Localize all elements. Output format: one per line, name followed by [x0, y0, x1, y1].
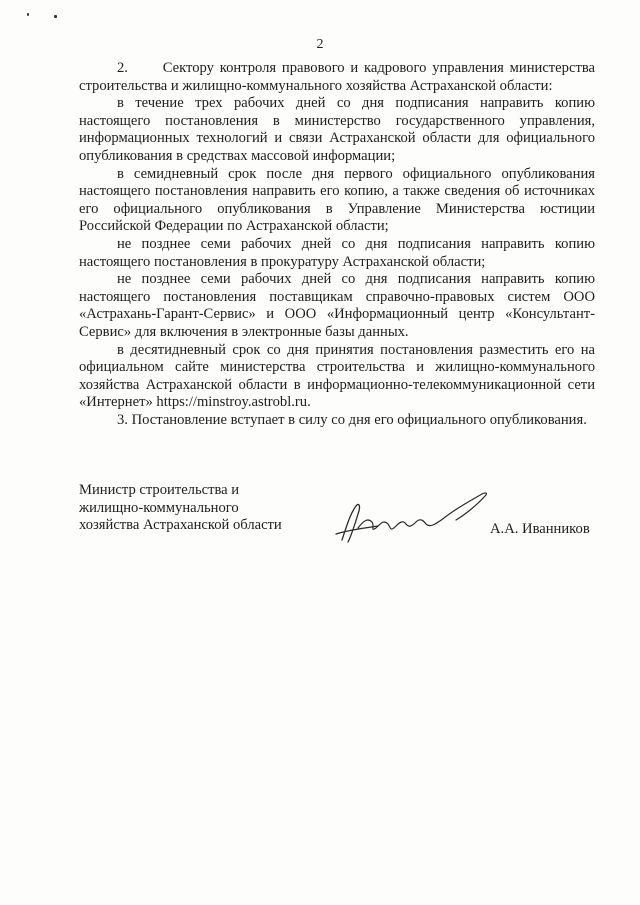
paragraph-sub-website: в десятидневный срок со дня принятия постановления разместить его на официальном сайте министерства строительства и жилищно-коммунального хозяйства Астраханской области в информационно-телекоммуникационной сети «Интернет» https://minstroy.astrobl.ru.: [79, 341, 595, 411]
scan-speck: [27, 13, 29, 16]
paragraph-sub-ministry-justice: в семидневный срок после дня первого официального опубликования настоящего постановления направить его копию, а также сведения об источниках его официального опубликования в Управление Министерства юстиции Российской Федерации по Астраханской области;: [79, 165, 595, 235]
paragraph-item-2: 2. Сектору контроля правового и кадрового управления министерства строительства и жилищно-коммунального хозяйства Астраханской области:: [79, 60, 595, 94]
paragraph-sub-publication: в течение трех рабочих дней со дня подписания направить копию настоящего постановления в министерство государственного управления, информационных технологий и связи Астраханской области для официального опубликования в средствах массовой информации;: [79, 95, 595, 164]
position-line: жилищно-коммунального: [79, 499, 239, 516]
paragraph-sub-prosecutor: не позднее семи рабочих дней со дня подписания направить копию настоящего постановления в прокуратуру Астраханской области;: [79, 235, 595, 270]
scan-speck: [54, 15, 57, 18]
page-number: 2: [316, 37, 324, 52]
position-line: хозяйства Астраханской области: [79, 517, 282, 534]
paragraph-sub-legal-systems: не позднее семи рабочих дней со дня подписания направить копию настоящего постановления поставщикам справочно-правовых систем ООО «Астрахань-Гарант-Сервис» и ООО «Информационный центр «Консультант- Сервис» для включения в электронные базы данных.: [79, 271, 595, 340]
signatory-position: [79, 482, 339, 535]
document-body: [79, 60, 595, 429]
position-line: Министр строительства и: [79, 482, 240, 498]
handwritten-signature: [328, 484, 498, 550]
signer-name: А.А. Иванников: [490, 521, 590, 537]
paragraph-item-3: 3. Постановление вступает в силу со дня его официального опубликования.: [117, 411, 587, 428]
